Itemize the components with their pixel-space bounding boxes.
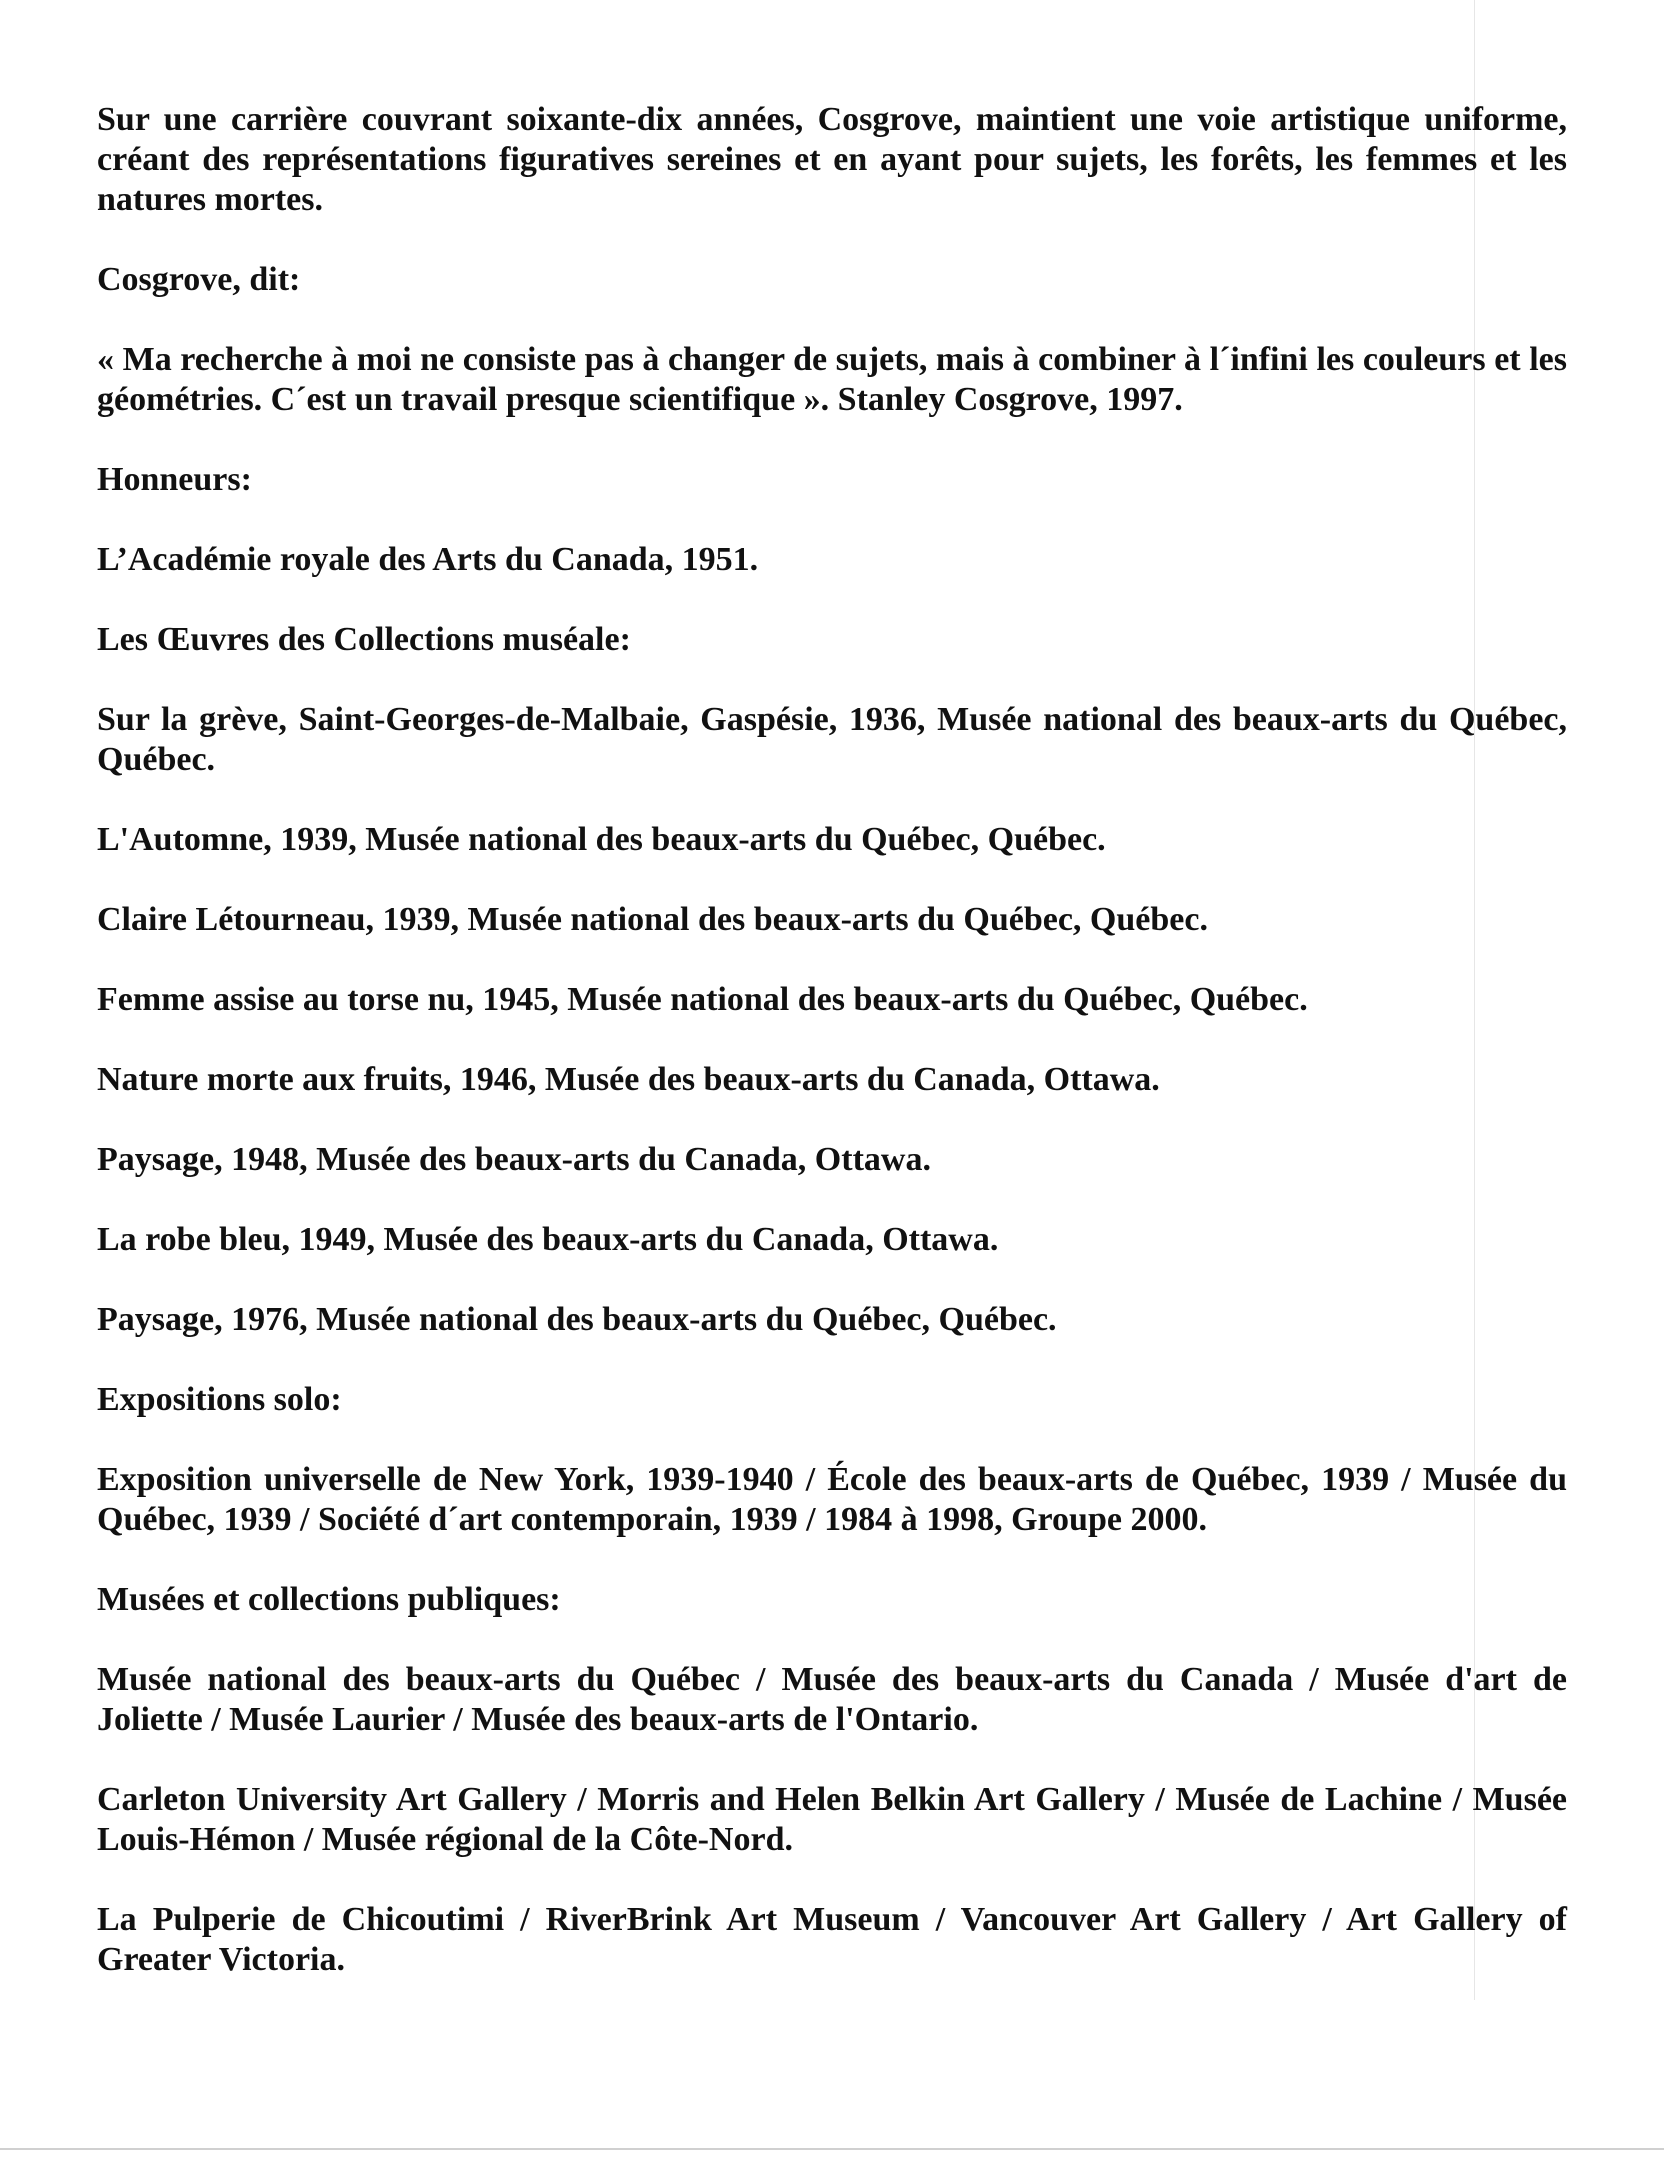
artist-quote: « Ma recherche à moi ne consiste pas à changer de sujets, mais à combiner à l´infini les couleurs et les géométries. C´est un travail presque scientifique ». Stanley Cosgrove, 1997. [97,341,1567,418]
artwork-item: Nature morte aux fruits, 1946, Musée des beaux-arts du Canada, Ottawa. [97,1061,1160,1098]
section-heading-musees: Musées et collections publiques: [97,1581,561,1618]
quote-intro: Cosgrove, dit: [97,261,301,298]
section-heading-oeuvres: Les Œuvres des Collections muséale: [97,621,631,658]
honour-item: L’Académie royale des Arts du Canada, 1951. [97,541,759,578]
section-heading-honneurs: Honneurs: [97,461,252,498]
artwork-item: La robe bleu, 1949, Musée des beaux-arts du Canada, Ottawa. [97,1221,999,1258]
collections-list: Carleton University Art Gallery / Morris and Helen Belkin Art Gallery / Musée de Lachine / Musée Louis-Hémon / Musée régional de la Côte-Nord. [97,1781,1567,1858]
artwork-item: L'Automne, 1939, Musée national des beaux-arts du Québec, Québec. [97,821,1106,858]
section-heading-expositions: Expositions solo: [97,1381,342,1418]
intro-paragraph: Sur une carrière couvrant soixante-dix années, Cosgrove, maintient une voie artistique uniforme, créant des représentations figuratives sereines et en ayant pour sujets, les forêts, les femmes et les natures mortes. [97,101,1567,218]
artwork-item: Paysage, 1976, Musée national des beaux-arts du Québec, Québec. [97,1301,1057,1338]
artwork-item: Femme assise au torse nu, 1945, Musée national des beaux-arts du Québec, Québec. [97,981,1308,1018]
artwork-item: Paysage, 1948, Musée des beaux-arts du Canada, Ottawa. [97,1141,931,1178]
collections-list: La Pulperie de Chicoutimi / RiverBrink Art Museum / Vancouver Art Gallery / Art Gallery of Greater Victoria. [97,1901,1567,1978]
scan-bottom-edge [0,2148,1664,2150]
exhibitions-list: Exposition universelle de New York, 1939-1940 / École des beaux-arts de Québec, 1939 / Musée du Québec, 1939 / Société d´art contemporain, 1939 / 1984 à 1998, Groupe 2000. [97,1461,1567,1538]
artwork-item: Claire Létourneau, 1939, Musée national des beaux-arts du Québec, Québec. [97,901,1208,938]
collections-list: Musée national des beaux-arts du Québec / Musée des beaux-arts du Canada / Musée d'art de Joliette / Musée Laurier / Musée des beaux-arts de l'Ontario. [97,1661,1567,1738]
document-page [97,100,1567,1980]
artwork-item: Sur la grève, Saint-Georges-de-Malbaie, Gaspésie, 1936, Musée national des beaux-arts du Québec, Québec. [97,701,1567,778]
